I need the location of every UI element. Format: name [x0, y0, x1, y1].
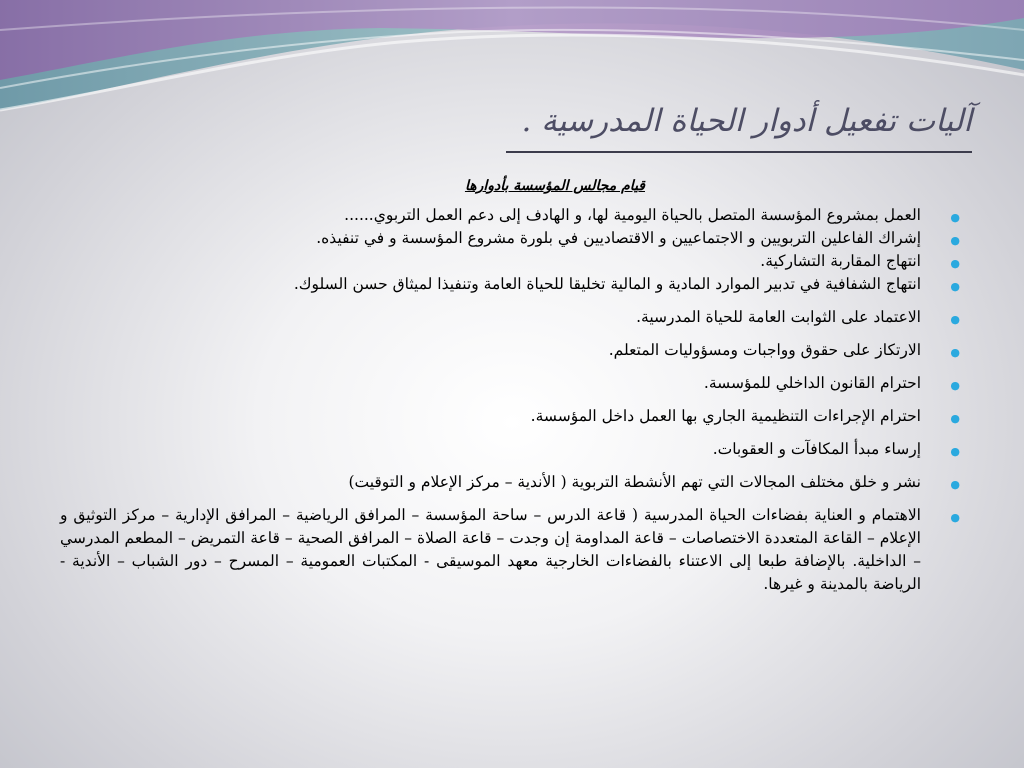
- bullet-icon: ●: [950, 478, 960, 491]
- list-item: ● احترام القانون الداخلي للمؤسسة.: [60, 372, 936, 395]
- slide-title: آليات تفعيل أدوار الحياة المدرسية .: [521, 103, 972, 139]
- list-item: ● انتهاج الشفافية في تدبير الموارد المادية و المالية تخليقا للحياة العامة وتنفيذا لميثاق حسن السلوك.: [60, 273, 936, 296]
- bullet-icon: ●: [950, 412, 960, 425]
- list-item: ● الاهتمام و العناية بفضاءات الحياة المدرسية ( قاعة الدرس – ساحة المؤسسة – المرافق الرياضية – المرافق الإدارية – مركز التوثيق و الإعلام – القاعة المتعددة الاختصاصات – قاعة المداومة إن وجدت – قاعة الصلاة – المرافق الصحية – قاعة التمريض – المطعم المدرسي – الداخلية. بالإضافة طبعا إلى الاعتناء بالفضاءات الخارجية معهد الموسيقى - المكتبات العمومية – المسرح – دور الشباب – الأندية - الرياضة بالمدينة و غيرها.: [60, 506, 960, 593]
- list-item: ● انتهاج المقاربة التشاركية.: [60, 250, 936, 273]
- bullet-icon: ●: [950, 445, 960, 458]
- bullet-icon: ●: [950, 234, 960, 247]
- title-underline: [506, 151, 972, 153]
- bullet-icon: ●: [950, 211, 960, 224]
- bullet-icon: ●: [950, 346, 960, 359]
- bullet-icon: ●: [950, 280, 960, 293]
- list-item: ● الاعتماد على الثوابت العامة للحياة المدرسية.: [60, 306, 936, 329]
- list-item: ● إشراك الفاعلين التربويين و الاجتماعيين و الاقتصاديين في بلورة مشروع المؤسسة و في تنفيذه.: [60, 227, 936, 250]
- list-item: ● إرساء مبدأ المكافآت و العقوبات.: [60, 438, 936, 461]
- list-item: ● نشر و خلق مختلف المجالات التي تهم الأنشطة التربوية ( الأندية – مركز الإعلام و التوقيت): [60, 471, 936, 494]
- bullet-icon: ●: [950, 313, 960, 326]
- list-item: ● العمل بمشروع المؤسسة المتصل بالحياة اليومية لها، و الهادف إلى دعم العمل التربوي......: [60, 204, 936, 227]
- bullet-list: [60, 204, 960, 596]
- bullet-icon: ●: [950, 511, 960, 524]
- bullet-icon: ●: [950, 379, 960, 392]
- bullet-icon: ●: [950, 257, 960, 270]
- slide-subtitle: قيام مجالس المؤسسة بأدوارها: [464, 178, 645, 194]
- list-item: ● احترام الإجراءات التنظيمية الجاري بها العمل داخل المؤسسة.: [60, 405, 936, 428]
- list-item: ● الارتكاز على حقوق وواجبات ومسؤوليات المتعلم.: [60, 339, 936, 362]
